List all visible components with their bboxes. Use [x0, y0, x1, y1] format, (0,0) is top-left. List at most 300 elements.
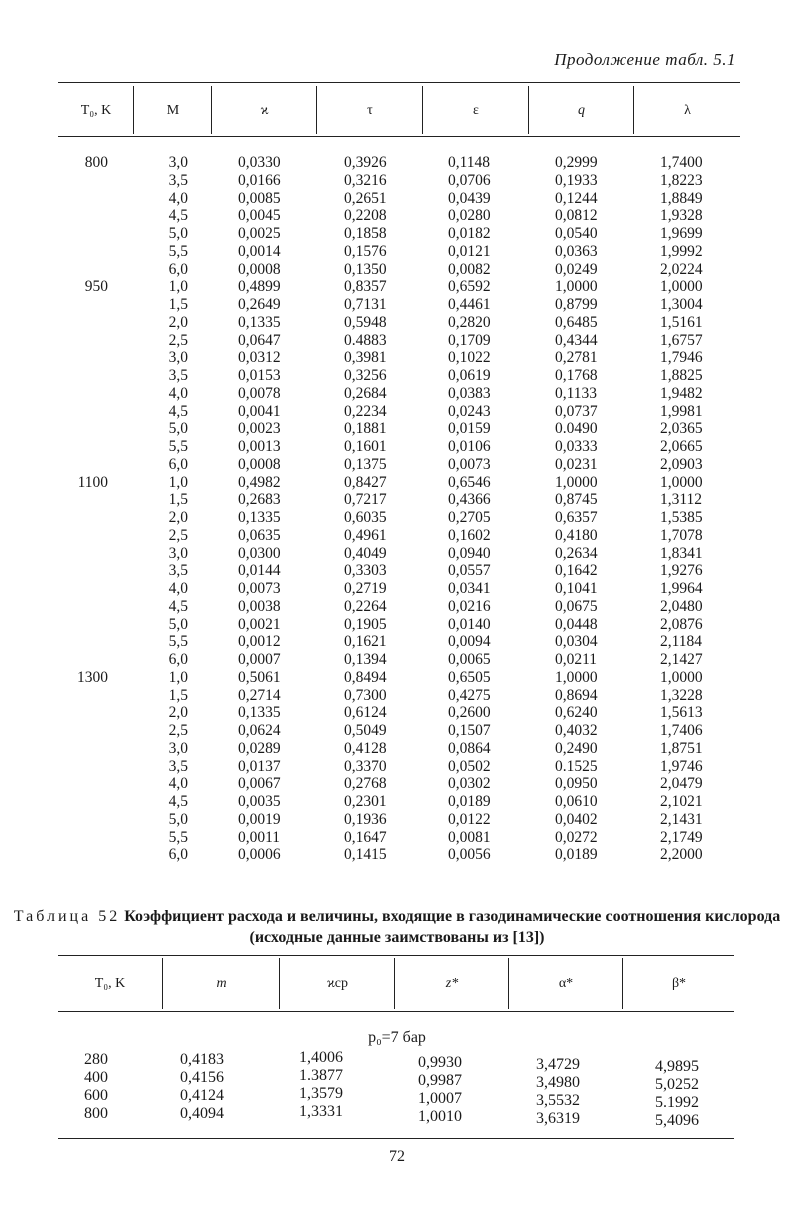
table1-cell: 0,0045 [238, 207, 281, 225]
table1-cell: 0,0159 [448, 420, 491, 438]
table2-cell: 3,4980 [536, 1074, 580, 1091]
table1-cell: 0,1335 [238, 313, 281, 331]
table1-cell: 1,9482 [660, 384, 703, 402]
table1-cell: 0,0540 [555, 225, 598, 242]
table2-caption-text: Коэффициент расхода и величины, входящие в газодинамические соотношения кислорода (исходные данные заимствованы из [13]) [124, 908, 781, 946]
table1-cell-t0-empty [60, 243, 108, 261]
table1-cell: 0,6240 [555, 704, 598, 722]
table1-cell-t0-empty [60, 367, 108, 385]
table1-cell: 4,5 [168, 793, 188, 810]
table1-cell: 1,9981 [660, 402, 703, 420]
table1-cell: 0,0007 [238, 651, 281, 668]
table2-header-m: m [216, 976, 227, 991]
table1-cell: 0,0182 [448, 225, 491, 242]
table1-cell: 0,6124 [344, 704, 387, 722]
table1-header-q: q [578, 103, 585, 118]
table1-cell: 0,0073 [238, 580, 281, 597]
table1-cell-t0-empty [60, 846, 108, 864]
table1-cell: 0,0439 [448, 189, 491, 207]
table1-col-divider [133, 86, 134, 134]
table1-cell-t0-empty [60, 438, 108, 456]
continuation-label: Продолжение табл. 5.1 [554, 50, 736, 69]
table1-cell: 1,3228 [660, 686, 703, 704]
table1-cell: 0,8745 [555, 491, 598, 509]
table1-cell: 0,0940 [448, 544, 491, 562]
table1-cell: 0,0153 [238, 367, 281, 384]
table1-cell: 1,9992 [660, 242, 703, 260]
table1-cell: 0,0280 [448, 207, 491, 225]
table1-cell: 0,2683 [238, 491, 281, 509]
table1-cell-t0-empty [60, 722, 108, 740]
table1-cell: 2,1427 [660, 651, 703, 668]
table1-cell: 0,0635 [238, 526, 281, 544]
table1-cell: 0,2999 [555, 154, 598, 171]
table1-cell: 0,4049 [344, 544, 387, 562]
table1-cell: 0,3370 [344, 757, 387, 775]
table2-caption-label: Таблица 52 [13, 908, 121, 925]
table1-cell: 3,5 [168, 367, 188, 384]
table1-cell-t0-empty [60, 811, 108, 829]
table1-cell: 0,0056 [448, 846, 491, 864]
table1-col-divider [211, 86, 212, 134]
table1-cell: 2,0903 [660, 455, 703, 473]
table1-cell: 0,2714 [238, 686, 281, 704]
table2-header-z: z* [445, 976, 459, 991]
table1-cell: 0,4128 [344, 739, 387, 757]
table1-cell: 0,2634 [555, 544, 598, 562]
table1-cell: 1,9699 [660, 225, 703, 242]
table2-cell: 0,9987 [418, 1072, 462, 1089]
table1-cell: 0,1933 [555, 171, 598, 189]
table1-cell: 1,7400 [660, 154, 703, 171]
table1-cell-t0-empty [60, 349, 108, 367]
table1-cell: 0,2234 [344, 402, 387, 420]
table1-cell-t0-empty [60, 687, 108, 705]
table1-cell-t0-empty [60, 545, 108, 563]
table1-cell: 0,2301 [344, 793, 387, 810]
table1-cell: 0,5948 [344, 313, 387, 331]
table1-cell: 0,4180 [555, 526, 598, 544]
table1-cell: 1,0000 [660, 278, 703, 296]
table1-cell: 0,0019 [238, 810, 281, 828]
table2-col-divider [279, 958, 280, 1009]
table2-header-rule [58, 1011, 734, 1012]
table1-cell: 0,1647 [344, 828, 387, 846]
table1-cell: 0,0557 [448, 562, 491, 580]
table1-cell: 1,9328 [660, 207, 703, 225]
table1-cell-t0-empty [60, 527, 108, 545]
table1-cell: 1,5385 [660, 509, 703, 526]
table1-cell: 4,0 [168, 775, 188, 793]
table1-cell: 0,0085 [238, 189, 281, 207]
table1-col-divider [422, 86, 423, 134]
table2-cell: 400 [84, 1069, 108, 1086]
table1-cell: 0,2684 [344, 384, 387, 402]
table1-cell-t0-empty [60, 616, 108, 634]
table1-cell: 3,5 [168, 171, 188, 189]
table1-cell: 0,1936 [344, 810, 387, 828]
table1-header-t0: T₀, K [80, 103, 112, 118]
table1-cell-t0-empty [60, 633, 108, 651]
table1-cell: 0,2719 [344, 580, 387, 597]
table1-cell-t0-empty [60, 314, 108, 332]
table1-cell: 0,2768 [344, 775, 387, 793]
table1-cell: 0,2490 [555, 739, 598, 757]
table1-cell: 0,1148 [448, 154, 491, 171]
table1-cell: 0,7217 [344, 491, 387, 509]
table1-cell: 1,7946 [660, 349, 703, 367]
table1-cell: 0,3981 [344, 349, 387, 367]
table1-cell-t0-empty [60, 207, 108, 225]
table1-header-lambda: λ [684, 103, 691, 118]
table2-cell: 3,6319 [536, 1110, 580, 1127]
table1-cell: 0,4275 [448, 686, 491, 704]
table1-cell: 3,0 [168, 739, 188, 757]
table1-cell: 0,3926 [344, 154, 387, 171]
table1-cell-t0-empty [60, 598, 108, 616]
table1-cell: 0,0013 [238, 438, 281, 455]
table1-cell: 0,0035 [238, 793, 281, 810]
table2-col-divider [394, 958, 395, 1009]
table1-cell-t0: 800 [84, 154, 108, 171]
table1-cell: 0,0300 [238, 544, 281, 562]
table1-cell-t0-empty [60, 580, 108, 598]
table1-cell: 0,0647 [238, 331, 281, 349]
table1-cell: 0,0302 [448, 775, 491, 793]
table1-cell: 1,9746 [660, 757, 703, 775]
table2-header-beta: β* [671, 976, 687, 991]
table1-cell: 0,0189 [448, 793, 491, 810]
table1-cell: 3,5 [168, 757, 188, 775]
table1-header-rule [58, 136, 740, 137]
table1-cell: 0,0502 [448, 757, 491, 775]
table1-cell: 0,1375 [344, 455, 387, 473]
table1-cell: 2,0 [168, 313, 188, 331]
table1-cell: 0,0094 [448, 633, 491, 651]
table1-cell: 0,0448 [555, 615, 598, 633]
table1-cell-t0-empty [60, 651, 108, 669]
table1-cell: 0,1709 [448, 331, 491, 349]
table2-cell: 0,4124 [180, 1087, 224, 1104]
table1-cell: 2,0480 [660, 597, 703, 615]
table1-column-m [140, 154, 188, 864]
table2-cell: 1.3877 [299, 1067, 343, 1084]
table1-cell: 0,2820 [448, 313, 491, 331]
table1-cell: 2,0876 [660, 615, 703, 633]
table1-cell: 0,3216 [344, 171, 387, 189]
table1-cell: 0,1642 [555, 562, 598, 580]
table2-cell: 5.1992 [655, 1094, 699, 1111]
table1-cell: 0,4899 [238, 278, 281, 296]
table1-cell: 1,7078 [660, 526, 703, 544]
table2-cell: 0,4094 [180, 1105, 224, 1122]
table1-cell: 0,2208 [344, 207, 387, 225]
table2-col-divider [162, 958, 163, 1009]
table2-cell: 3,5532 [536, 1092, 580, 1109]
table1-cell: 0,0067 [238, 775, 281, 793]
table1-cell: 0,2264 [344, 597, 387, 615]
table1-cell: 2,0665 [660, 438, 703, 455]
table1-cell: 2,0 [168, 704, 188, 722]
table1-cell: 0,6485 [555, 313, 598, 331]
table1-cell: 0,6546 [448, 473, 491, 491]
table1-cell: 0,0675 [555, 597, 598, 615]
table1-cell: 0,0950 [555, 775, 598, 793]
table1-header-tau: τ [367, 103, 373, 118]
table1-cell: 0,1576 [344, 242, 387, 260]
table1-cell: 0,1881 [344, 420, 387, 438]
table1-cell: 1,0 [168, 473, 188, 491]
table1-cell: 0,0737 [555, 402, 598, 420]
table1-column-kappa [238, 154, 281, 864]
table1-cell-t0-empty [60, 296, 108, 314]
table1-cell: 1,8825 [660, 367, 703, 384]
table1-cell: 0,2600 [448, 704, 491, 722]
table1-cell: 1,8849 [660, 189, 703, 207]
table1-cell: 0,0078 [238, 384, 281, 402]
table2-cell: 4,9895 [655, 1058, 699, 1075]
table1-cell: 2,5 [168, 526, 188, 544]
table1-cell: 5,0 [168, 810, 188, 828]
table1-cell: 0,0341 [448, 580, 491, 597]
table1-cell: 0,1335 [238, 509, 281, 526]
table1-cell: 0,0383 [448, 384, 491, 402]
table1-cell: 3,0 [168, 349, 188, 367]
table1-cell: 0,1858 [344, 225, 387, 242]
table1-cell: 0,1507 [448, 722, 491, 739]
table1-cell: 0,0021 [238, 615, 281, 633]
table1-cell: 0,0038 [238, 597, 281, 615]
table1-cell: 0,1415 [344, 846, 387, 864]
table1-cell: 0,0812 [555, 207, 598, 225]
table1-cell: 5,0 [168, 420, 188, 438]
table1-cell: 0,0014 [238, 242, 281, 260]
table1-cell: 0,0166 [238, 171, 281, 189]
table1-cell: 0,0333 [555, 438, 598, 455]
table1-cell: 0,0008 [238, 455, 281, 473]
table1-cell: 1,0000 [555, 473, 598, 491]
table1-header-m: M [166, 103, 180, 118]
table1-cell: 0,0289 [238, 739, 281, 757]
table1-cell: 2,0224 [660, 260, 703, 278]
table1-cell: 0,0243 [448, 402, 491, 420]
table1-header-kappa: ϰ [260, 103, 269, 118]
table1-cell: 0,5061 [238, 668, 281, 686]
table1-cell: 0,2649 [238, 296, 281, 313]
table1-cell: 0,0624 [238, 722, 281, 739]
table2-cell: 5,4096 [655, 1112, 699, 1129]
table1-cell-t0-empty [60, 758, 108, 776]
table1-cell: 0,2781 [555, 349, 598, 367]
table1-cell-t0-empty [60, 225, 108, 243]
table1-cell: 0,0610 [555, 793, 598, 810]
table1-cell: 2,0 [168, 509, 188, 526]
table1-cell: 0,1350 [344, 260, 387, 278]
table2-caption [0, 906, 794, 948]
table1-cell: 1,0000 [660, 473, 703, 491]
table1-column-tau [344, 154, 387, 864]
table1-col-divider [633, 86, 634, 134]
table1-column-t0 [60, 154, 108, 864]
table1-cell: 0,4982 [238, 473, 281, 491]
table1-cell: 0,6357 [555, 509, 598, 526]
table1-cell: 0,0304 [555, 633, 598, 651]
table1-cell-t0-empty [60, 456, 108, 474]
table1-cell: 0,6505 [448, 668, 491, 686]
table2-col-divider [508, 958, 509, 1009]
table1-cell: 2,5 [168, 722, 188, 739]
table2-column-t0 [84, 1051, 108, 1123]
table1-cell: 0,0065 [448, 651, 491, 668]
table1-cell-t0-empty [60, 403, 108, 421]
table1-cell: 0,0619 [448, 367, 491, 384]
table1-cell: 0,8494 [344, 668, 387, 686]
table1-cell-t0: 1300 [77, 668, 108, 686]
table1-cell: 0.1525 [555, 757, 598, 775]
table1-cell: 0,1041 [555, 580, 598, 597]
table2-column-alpha [536, 1056, 580, 1128]
table1-cell: 0,0106 [448, 438, 491, 455]
table2-column-m [180, 1051, 224, 1123]
table1-cell: 0,4961 [344, 526, 387, 544]
table1-cell: 1,0000 [555, 278, 598, 296]
table2-header-kappa-avg: ϰср [326, 976, 349, 991]
table1-cell: 5,5 [168, 828, 188, 846]
table1-cell: 3,0 [168, 154, 188, 171]
table1-cell: 2,0479 [660, 775, 703, 793]
table1-cell: 1,6757 [660, 331, 703, 349]
page-number: 72 [389, 1148, 405, 1165]
table1-cell: 0,3303 [344, 562, 387, 580]
table1-cell: 0,1022 [448, 349, 491, 367]
table1-cell-t0-empty [60, 491, 108, 509]
table1-cell: 0,0211 [555, 651, 598, 668]
table1-cell: 0,0137 [238, 757, 281, 775]
table1-cell: 0,1601 [344, 438, 387, 455]
table1-cell: 2,1749 [660, 828, 703, 846]
table1-cell-t0-empty [60, 793, 108, 811]
table1-cell: 0,0140 [448, 615, 491, 633]
table1-cell: 0,0121 [448, 242, 491, 260]
table2-column-beta [655, 1058, 699, 1130]
table1-cell: 1,3004 [660, 296, 703, 313]
table1-cell: 2,5 [168, 331, 188, 349]
table1-cell: 1,5 [168, 686, 188, 704]
table1-cell: 0,0249 [555, 260, 598, 278]
table1-cell: 1,8751 [660, 739, 703, 757]
table1-cell: 0,8799 [555, 296, 598, 313]
table1-cell: 0,0189 [555, 846, 598, 864]
table1-cell-t0-empty [60, 172, 108, 190]
table1-cell: 1,5161 [660, 313, 703, 331]
table1-cell: 0,5049 [344, 722, 387, 739]
table1-cell: 4,5 [168, 597, 188, 615]
table2-cell: 1,0007 [418, 1090, 462, 1107]
table2-cell: 1,3579 [299, 1085, 343, 1102]
table1-cell: 0,0231 [555, 455, 598, 473]
table1-cell: 1,5 [168, 491, 188, 509]
table1-cell: 0,0402 [555, 810, 598, 828]
table1-cell: 0,0006 [238, 846, 281, 864]
table1-cell: 0,4461 [448, 296, 491, 313]
table2-column-kappa-avg [299, 1049, 343, 1121]
table2-header-t0: T₀, K [94, 976, 126, 991]
table1-cell: 4,5 [168, 402, 188, 420]
table1-cell: 2,1431 [660, 810, 703, 828]
table1-cell-t0-empty [60, 332, 108, 350]
table1-cell: 0,0073 [448, 455, 491, 473]
table1-cell: 0,8427 [344, 473, 387, 491]
table1-cell: 0,7300 [344, 686, 387, 704]
table2-cell: 280 [84, 1051, 108, 1068]
table1-header-epsilon: ε [473, 103, 479, 118]
table1-cell: 0,1768 [555, 367, 598, 384]
table1-cell: 0,2651 [344, 189, 387, 207]
table1-cell: 6,0 [168, 260, 188, 278]
table1-cell: 5,5 [168, 438, 188, 455]
table1-cell: 0,0025 [238, 225, 281, 242]
table2-cell: 1,4006 [299, 1049, 343, 1066]
table1-cell: 0,0706 [448, 171, 491, 189]
table1-cell-t0-empty [60, 385, 108, 403]
table1-cell: 0,7131 [344, 296, 387, 313]
table1-cell: 1,0 [168, 278, 188, 296]
table2-column-z [418, 1054, 462, 1126]
table1-cell-t0-empty [60, 562, 108, 580]
table1-cell: 2,1184 [660, 633, 703, 651]
table1-cell: 0,6592 [448, 278, 491, 296]
table1-cell: 0,3256 [344, 367, 387, 384]
table2-cell: 3,4729 [536, 1056, 580, 1073]
table1-cell-t0-empty [60, 261, 108, 279]
table1-cell: 0,4032 [555, 722, 598, 739]
table1-cell: 0,0082 [448, 260, 491, 278]
table1-cell: 0,0363 [555, 242, 598, 260]
table1-cell-t0-empty [60, 829, 108, 847]
table1-cell: 1,8223 [660, 171, 703, 189]
table1-cell: 6,0 [168, 846, 188, 864]
table1-cell: 0,0122 [448, 810, 491, 828]
table1-cell: 1,5 [168, 296, 188, 313]
table1-cell: 0,6035 [344, 509, 387, 526]
table1-cell: 1,5613 [660, 704, 703, 722]
table1-col-divider [316, 86, 317, 134]
table1-cell: 0,4366 [448, 491, 491, 509]
table1-cell: 0,0011 [238, 828, 281, 846]
table1-column-lambda [660, 154, 703, 864]
table2-cell: 5,0252 [655, 1076, 699, 1093]
table1-cell: 5,5 [168, 633, 188, 651]
table1-cell: 0,0041 [238, 402, 281, 420]
table1-cell: 1,8341 [660, 544, 703, 562]
table1-cell: 4,0 [168, 189, 188, 207]
table1-cell-t0-empty [60, 775, 108, 793]
table1-cell: 3,0 [168, 544, 188, 562]
table1-cell: 0,4344 [555, 331, 598, 349]
table1-cell: 0,0864 [448, 739, 491, 757]
table1-cell-t0: 950 [84, 278, 108, 296]
table1-cell: 0.4883 [344, 331, 387, 349]
table1-cell-t0-empty [60, 704, 108, 722]
table1-cell: 0,2705 [448, 509, 491, 526]
table1-cell: 0,1905 [344, 615, 387, 633]
table1-cell-t0-empty [60, 420, 108, 438]
table1-cell: 0,0312 [238, 349, 281, 367]
table1-cell: 2,0365 [660, 420, 703, 438]
table1-cell: 1,0 [168, 668, 188, 686]
table1-cell-t0-empty [60, 509, 108, 527]
table1-cell: 1,0000 [660, 668, 703, 686]
